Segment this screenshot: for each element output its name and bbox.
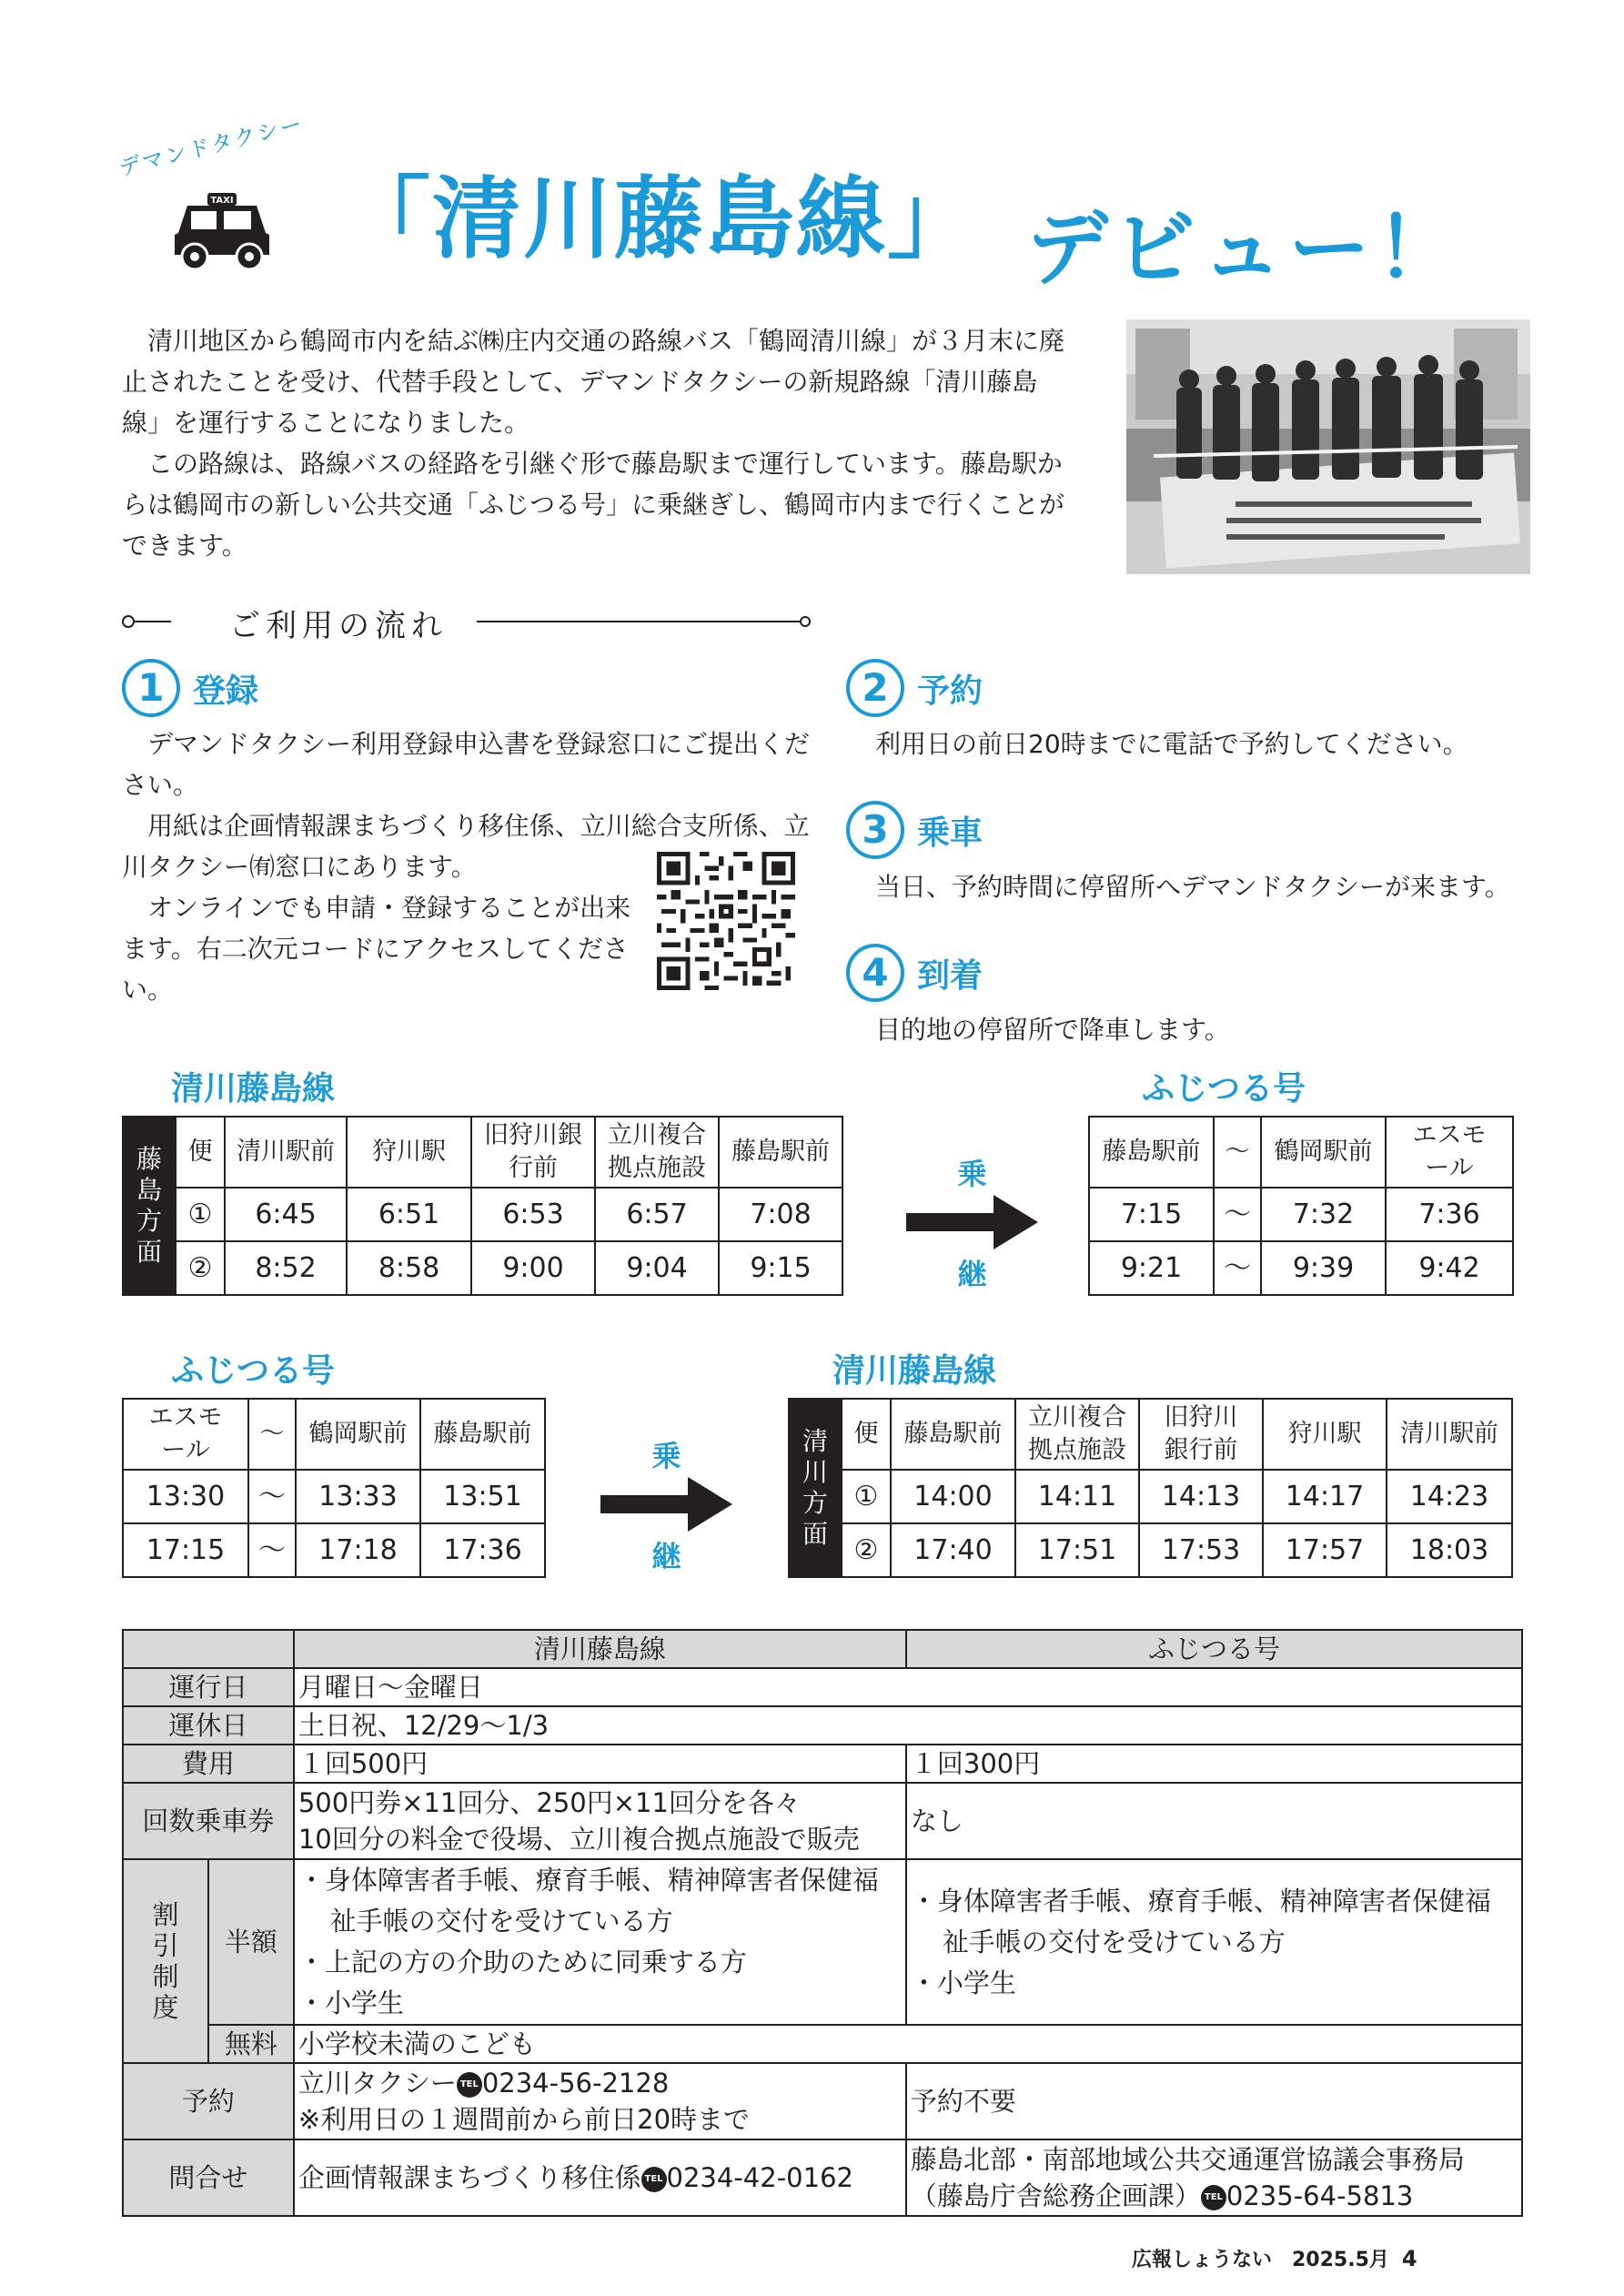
table-cell: 8:52 <box>225 1241 347 1295</box>
heading-dot <box>800 616 811 627</box>
table-cell: 14:00 <box>891 1470 1015 1523</box>
table-row <box>123 2063 1522 2139</box>
table-cell: 〜 <box>1214 1241 1261 1295</box>
phone-number[interactable]: 0234-56-2128 <box>481 2068 670 2099</box>
table-cell: 14:13 <box>1139 1470 1263 1523</box>
table-cell: ① <box>842 1470 891 1523</box>
table-cell: 17:40 <box>891 1523 1015 1577</box>
column-header: エスモール <box>1386 1117 1513 1188</box>
table-row <box>123 1668 1522 1706</box>
timetable-title: ふじつる号 <box>1142 1070 1306 1108</box>
row-header: 費用 <box>123 1745 294 1783</box>
discount-line: ・上記の方の介助のために同乗する方 <box>298 1947 747 1977</box>
step-number: 1 <box>122 659 180 717</box>
table-cell: 予約不要 <box>906 2063 1522 2139</box>
step-title: 予約 <box>917 672 983 710</box>
column-header: 〜 <box>248 1399 296 1470</box>
table-row <box>1089 1241 1513 1295</box>
timetable-title: 清川藤島線 <box>171 1070 336 1108</box>
intro-paragraph-1: 清川地区から鶴岡市内を結ぶ㈱庄内交通の路線バス「鶴岡清川線」が３月末に廃止されたことを受け、代替手段として、デマンドタクシーの新規路線「清川藤島線」を運行することになりました。 <box>122 326 1065 438</box>
table-cell: 土日祝、12/29〜1/3 <box>294 1706 1522 1745</box>
table-cell: 17:53 <box>1139 1523 1263 1577</box>
table-cell: ② <box>176 1241 225 1295</box>
table-cell: 7:08 <box>719 1188 842 1241</box>
column-header: 鶴岡駅前 <box>1261 1117 1386 1188</box>
step-4-heading <box>846 944 983 1006</box>
timetable-kiyokawa-fujishima-bound <box>122 1116 843 1296</box>
table-cell: 17:57 <box>1263 1523 1387 1577</box>
table-row <box>123 1241 842 1295</box>
page-number: 4 <box>1401 2246 1417 2271</box>
step-1-heading <box>122 659 258 721</box>
step-title: 乗車 <box>917 814 983 852</box>
flow-heading-text: ご利用の流れ <box>229 608 448 644</box>
column-header: 狩川駅 <box>347 1117 471 1188</box>
transfer-label: 継 <box>651 1539 681 1573</box>
tel-icon: TEL <box>1201 2185 1226 2210</box>
reservation-note: ※利用日の１週間前から前日20時まで <box>298 2104 751 2135</box>
column-header: 便 <box>176 1117 225 1188</box>
table-cell <box>294 2063 906 2139</box>
timetable-fujitsuru-return <box>122 1398 546 1578</box>
step-3-heading <box>846 801 983 863</box>
column-header: エスモール <box>123 1399 248 1470</box>
step-4-text: 目的地の停留所で降車します。 <box>875 1015 1230 1045</box>
table-cell: 9:00 <box>471 1241 595 1295</box>
heading-dot <box>122 615 135 628</box>
table-cell: 17:36 <box>420 1523 545 1577</box>
column-header: 清川駅前 <box>1387 1399 1512 1470</box>
table-cell <box>906 2139 1522 2216</box>
heading-rule <box>477 621 800 622</box>
step-title: 到着 <box>917 956 983 995</box>
column-header: 〜 <box>1214 1117 1261 1188</box>
arrow-right-icon <box>600 1477 732 1532</box>
table-cell <box>294 2139 906 2216</box>
page-footer <box>1132 2244 1417 2272</box>
table-cell <box>906 1859 1522 2025</box>
row-header: 割引制度 <box>123 1859 208 2063</box>
taxi-icon <box>171 191 273 273</box>
table-cell: 6:51 <box>347 1188 471 1241</box>
step-1-line: 用紙は企画情報課まちづくり移住係、立川総合支所係、立川タクシー㈲窓口にあります。 <box>122 811 810 882</box>
column-header: 旧狩川銀行前 <box>1139 1399 1263 1470</box>
phone-number[interactable]: 0235-64-5813 <box>1226 2180 1414 2211</box>
table-cell: 月曜日〜金曜日 <box>294 1668 1522 1706</box>
discount-line: 祉手帳の交付を受けている方 <box>329 1906 673 1937</box>
table-row <box>789 1523 1512 1577</box>
table-cell: 14:23 <box>1387 1470 1512 1523</box>
table-row <box>123 1706 1522 1745</box>
contact-name: 企画情報課まちづくり移住係 <box>298 2162 641 2193</box>
timetable-fujitsuru-outbound <box>1088 1116 1514 1296</box>
table-row <box>123 1859 1522 2025</box>
taxi-sign: TAXI <box>210 196 234 206</box>
heading-rule <box>135 621 171 622</box>
discount-line: ・身体障害者手帳、療育手帳、精神障害者保健福 <box>298 1865 879 1896</box>
contact-dept: （藤島庁舎総務企画課） <box>910 2180 1201 2211</box>
row-header: 回数乗車券 <box>123 1783 294 1859</box>
contact-line <box>911 2178 1518 2214</box>
direction-label: 藤島方面 <box>123 1117 176 1295</box>
discount-line: ・小学生 <box>298 1988 404 2018</box>
column-header: 立川複合拠点施設 <box>1015 1399 1139 1470</box>
column-header: 藤島駅前 <box>719 1117 842 1188</box>
table-cell <box>294 1859 906 2025</box>
table-cell: 17:15 <box>123 1523 248 1577</box>
table-cell: 9:04 <box>595 1241 719 1295</box>
column-header: 旧狩川銀行前 <box>471 1117 595 1188</box>
discount-line: ・身体障害者手帳、療育手帳、精神障害者保健福 <box>910 1885 1491 1917</box>
table-cell: 18:03 <box>1387 1523 1512 1577</box>
table-cell: 6:45 <box>225 1188 347 1241</box>
table-cell: ① <box>176 1188 225 1241</box>
table-cell: なし <box>906 1783 1522 1859</box>
title-kicker: デマンドタクシー <box>116 110 307 182</box>
table-cell: 9:39 <box>1261 1241 1386 1295</box>
table-cell: 14:17 <box>1263 1470 1387 1523</box>
transfer-arrow <box>906 1151 1038 1291</box>
column-header: 鶴岡駅前 <box>296 1399 420 1470</box>
table-cell: １回500円 <box>294 1745 906 1783</box>
arrow-right-icon <box>906 1195 1038 1249</box>
transfer-arrow <box>600 1433 732 1573</box>
step-2-text: 利用日の前日20時までに電話で予約してください。 <box>875 729 1468 759</box>
tel-icon: TEL <box>457 2072 482 2098</box>
table-cell: 17:18 <box>296 1523 420 1577</box>
step-2-heading <box>846 659 983 721</box>
table-cell: 9:15 <box>719 1241 842 1295</box>
table-cell: 13:30 <box>123 1470 248 1523</box>
page-title: 「清川藤島線」 <box>341 167 979 271</box>
contact-name: 立川タクシー <box>298 2068 457 2099</box>
discount-line: ・小学生 <box>910 1967 1016 1998</box>
column-header: 藤島駅前 <box>891 1399 1015 1470</box>
tel-icon: TEL <box>641 2167 667 2192</box>
table-row <box>123 2025 1522 2063</box>
transfer-label: 継 <box>957 1257 987 1291</box>
table-cell: 小学校未満のこども <box>294 2025 1522 2063</box>
table-cell: 13:33 <box>296 1470 420 1523</box>
table-cell: １回300円 <box>906 1745 1522 1783</box>
table-cell: 8:58 <box>347 1241 471 1295</box>
timetable-title: 清川藤島線 <box>832 1352 997 1390</box>
table-row <box>123 1523 545 1577</box>
service-info-table <box>122 1629 1523 2217</box>
table-cell <box>294 1783 906 1859</box>
table-row <box>123 1783 1522 1859</box>
column-header: 清川駅前 <box>225 1117 347 1188</box>
table-row <box>123 2139 1522 2216</box>
table-cell: 9:42 <box>1386 1241 1513 1295</box>
table-cell: ② <box>842 1523 891 1577</box>
table-cell: 9:21 <box>1089 1241 1214 1295</box>
row-subheader: 無料 <box>208 2025 294 2063</box>
step-number: 2 <box>846 659 904 717</box>
coupon-line: 500円券×11回分、250円×11回分を各々 <box>298 1787 801 1818</box>
reservation-line <box>298 2065 902 2101</box>
table-cell: 14:11 <box>1015 1470 1139 1523</box>
step-3-text: 当日、予約時間に停留所へデマンドタクシーが来ます。 <box>875 872 1510 902</box>
ceremony-photo <box>1126 319 1530 574</box>
column-header: 清川藤島線 <box>294 1630 906 1668</box>
corner-cell <box>123 1630 294 1668</box>
column-header: 藤島駅前 <box>1089 1117 1214 1188</box>
table-row <box>789 1470 1512 1523</box>
table-cell: 6:57 <box>595 1188 719 1241</box>
direction-label: 清川方面 <box>789 1399 842 1577</box>
table-cell: 7:15 <box>1089 1188 1214 1241</box>
row-header: 予約 <box>123 2063 294 2139</box>
timetable-title: ふじつる号 <box>171 1352 336 1390</box>
discount-line: 祉手帳の交付を受けている方 <box>942 1926 1286 1957</box>
table-cell: 〜 <box>1214 1188 1261 1241</box>
table-cell: 〜 <box>248 1523 296 1577</box>
step-1-line: デマンドタクシー利用登録申込書を登録窓口にご提出ください。 <box>122 729 811 800</box>
column-header: 立川複合拠点施設 <box>595 1117 719 1188</box>
transfer-label: 乗 <box>651 1439 681 1473</box>
table-row <box>1089 1188 1513 1241</box>
contact-name: 藤島北部・南部地域公共交通運営協議会事務局 <box>910 2144 1465 2175</box>
step-number: 4 <box>846 944 904 1002</box>
column-header: 狩川駅 <box>1263 1399 1387 1470</box>
table-cell: 6:53 <box>471 1188 595 1241</box>
table-cell: 13:51 <box>420 1470 545 1523</box>
column-header: 便 <box>842 1399 891 1470</box>
table-row <box>123 1470 545 1523</box>
column-header: ふじつる号 <box>906 1630 1522 1668</box>
table-cell: 17:51 <box>1015 1523 1139 1577</box>
transfer-label: 乗 <box>957 1157 987 1191</box>
table-cell: 〜 <box>248 1470 296 1523</box>
phone-number[interactable]: 0234-42-0162 <box>666 2162 853 2193</box>
intro-text <box>122 320 1068 566</box>
intro-paragraph-2: この路線は、路線バスの経路を引継ぐ形で藤島駅まで運行しています。藤島駅からは鶴岡市の新しい公共交通「ふじつる号」に乗継ぎし、鶴岡市内まで行くことができます。 <box>122 449 1065 561</box>
row-subheader: 半額 <box>208 1859 294 2025</box>
row-header: 問合せ <box>123 2139 294 2216</box>
column-header: 藤島駅前 <box>420 1399 545 1470</box>
qr-code[interactable] <box>657 852 795 990</box>
step-number: 3 <box>846 801 904 859</box>
publication-name: 広報しょうない 2025.5月 <box>1132 2249 1389 2271</box>
flow-heading <box>122 601 813 646</box>
row-header: 運行日 <box>123 1668 294 1706</box>
timetable-kiyokawa-kiyokawa-bound <box>788 1398 1513 1578</box>
step-title: 登録 <box>193 672 259 710</box>
coupon-line: 10回分の料金で役場、立川複合拠点施設で販売 <box>298 1824 860 1855</box>
page-title-debut: デビュー！ <box>1026 201 1463 297</box>
table-cell: 7:32 <box>1261 1188 1386 1241</box>
table-row <box>123 1745 1522 1783</box>
table-cell: 7:36 <box>1386 1188 1513 1241</box>
step-1-line: オンラインでも申請・登録することが出来ます。右二次元コードにアクセスしてください。 <box>122 893 631 1005</box>
row-header: 運休日 <box>123 1706 294 1745</box>
table-row <box>123 1188 842 1241</box>
